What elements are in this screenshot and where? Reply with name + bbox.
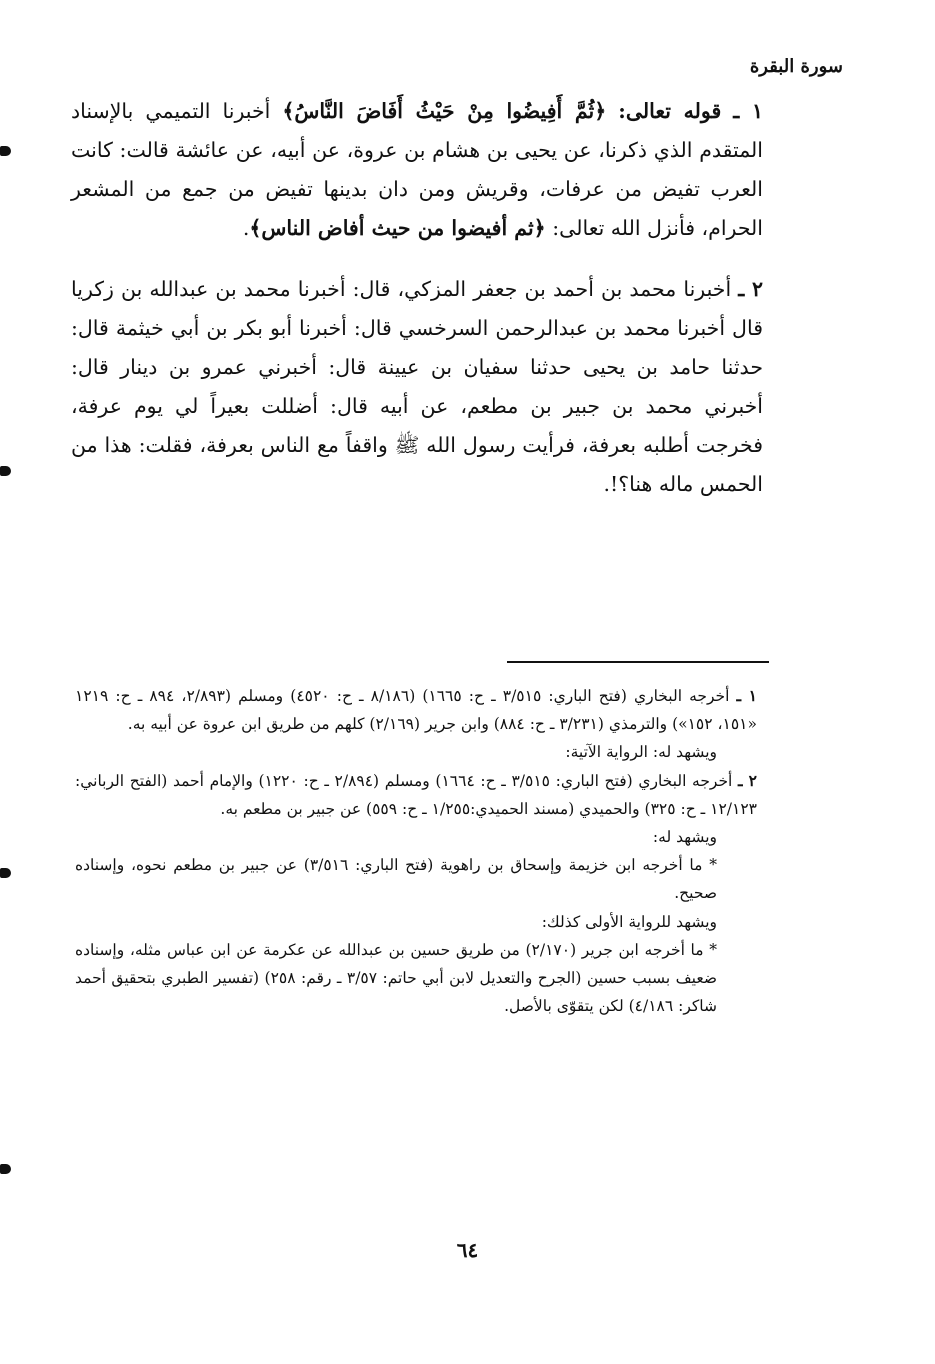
footnotes — [75, 682, 757, 1020]
footnote-separator — [507, 661, 769, 663]
footnote-2 — [75, 767, 757, 823]
footnote-text: أخرجه البخاري (فتح الباري: ٣/٥١٥ ـ ح: ١٦٦٥) (٨/١٨٦ ـ ح: ٤٥٢٠) ومسلم (٢/٨٩٣، ٨٩٤ ـ ح: ١٢١٩ «١٥١، ١٥٢») والترمذي (٣/٢٣١ ـ ح: ٨٨٤) وابن جرير (٢/١٦٩) كلهم من طريق ابن عروة عن أبيه به. — [75, 687, 757, 734]
paragraph-number: ١ ـ — [733, 99, 763, 123]
paragraph-2 — [71, 270, 763, 504]
footnote-2-item-1: * ما أخرجه ابن خزيمة وإسحاق بن راهوية (فتح الباري: ٣/٥١٦) عن جبير بن مطعم نحوه، وإسناده صحيح. — [75, 856, 717, 903]
paragraph-text: أخبرنا التميمي بالإسناد المتقدم الذي ذكرنا، عن يحيى بن هشام بن عروة، عن أبيه، عن عائشة قالت: كانت العرب تفيض من عرفات، وقريش ومن دان بدينها تفيض من جمع من المشعر الحرام، فأنزل الله تعالى: — [71, 99, 763, 240]
binding-mark — [0, 868, 11, 878]
paragraph-text: أخبرنا محمد بن أحمد بن جعفر المزكي، قال: أخبرنا محمد بن عبدالله بن زكريا قال أخبرنا محمد بن عبدالرحمن السرخسي قال: أخبرنا أبو بكر بن أبي خيثمة قال: حدثنا حامد بن يحيى حدثنا سفيان بن عيينة قال: أخبرني عمرو بن دينار قال: أخبرني محمد بن جبير بن مطعم، عن أبيه قال: أضللت بعيراً لي يوم عرفة، فخرجت أطلبه بعرفة، فرأيت رسول الله ﷺ واقفاً مع الناس بعرفة، فقلت: هذا من الحمس ماله هنا؟!. — [71, 277, 763, 496]
binding-mark — [0, 466, 11, 476]
footnote-1 — [75, 682, 757, 738]
quran-verse: ﴿ثُمَّ أَفِيضُوا مِنْ حَيْثُ أَفَاضَ النَّاسُ﴾ — [282, 99, 607, 123]
paragraph-lead: قوله تعالى: — [618, 99, 722, 123]
footnote-2-witness-2: ويشهد للرواية الأولى كذلك: — [541, 912, 717, 931]
binding-mark — [0, 1164, 11, 1174]
footnote-text: أخرجه البخاري (فتح الباري: ٣/٥١٥ ـ ح: ١٦٦٤) ومسلم (٢/٨٩٤ ـ ح: ١٢٢٠) والإمام أحمد (الفتح الرباني: ١٢/١٢٣ ـ ح: ٣٢٥) والحميدي (مسند الحميدي:١/٢٥٥ ـ ح: ٥٥٩) عن جبير بن مطعم به. — [75, 771, 757, 818]
main-text — [71, 92, 763, 504]
footnote-2-item-2: * ما أخرجه ابن جرير (٢/١٧٠) من طريق حسين بن عبدالله عن عكرمة عن ابن عباس مثله، وإسناده ضعيف بسبب حسين (الجرح والتعديل لابن أبي حاتم: ٣/٥٧ ـ رقم: ٢٥٨) (تفسير الطبري بتحقيق أحمد شاكر: ٤/١٨٦) لكن يتقوّى بالأصل. — [75, 940, 717, 1016]
paragraph-number: ٢ ـ — [738, 277, 763, 301]
paragraph-1 — [71, 92, 763, 248]
page-number: ٦٤ — [456, 1238, 479, 1262]
running-header: سورة البقرة — [749, 56, 843, 77]
footnote-1-witness: ويشهد له: الرواية الآتية: — [565, 743, 717, 762]
binding-mark — [0, 146, 11, 156]
quran-verse-end: ﴿ثم أفيضوا من حيث أفاض الناس﴾ — [249, 216, 546, 240]
footnote-2-witness: ويشهد له: — [652, 828, 717, 847]
footnote-number: ١ ـ — [736, 686, 757, 705]
paragraph-end: . — [242, 216, 250, 240]
footnote-number: ٢ ـ — [738, 770, 757, 790]
